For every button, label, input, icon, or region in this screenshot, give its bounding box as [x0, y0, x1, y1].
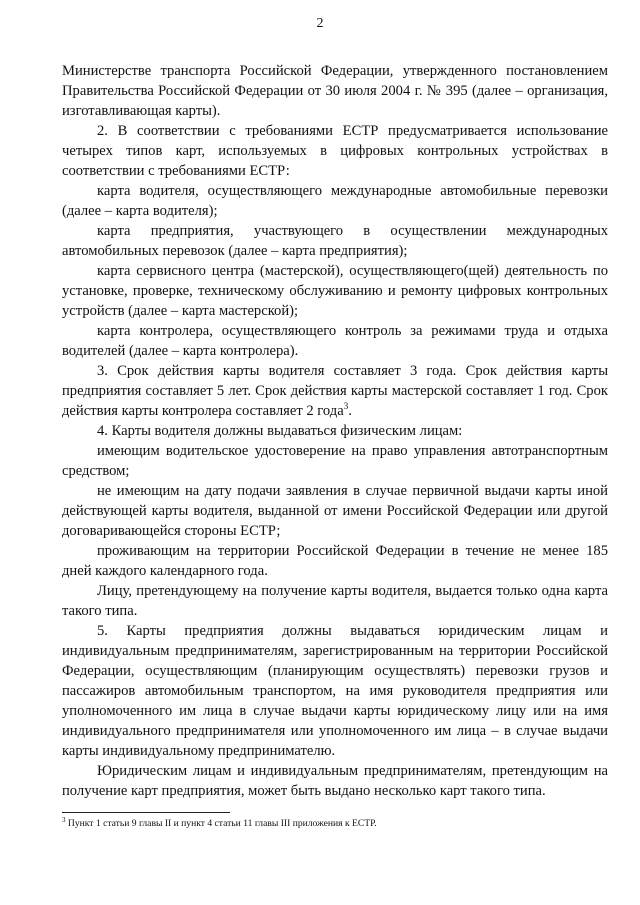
paragraph: не имеющим на дату подачи заявления в случае первичной выдачи карты иной действующей карты водителя, выданной от имени Российской Федерации или другой договаривающейся стороны ЕСТР;	[62, 483, 608, 539]
paragraph: Министерстве транспорта Российской Федерации, утвержденного постановлением Правительства Российской Федерации от 30 июля 2004 г. № 395 (далее – организация, изготавливающая карты).	[62, 63, 608, 119]
paragraph: карта водителя, осуществляющего международные автомобильные перевозки (далее – карта водителя);	[62, 183, 608, 219]
paragraph: карта сервисного центра (мастерской), осуществляющего(щей) деятельность по установке, проверке, техническому обслуживанию и ремонту цифровых контрольных устройств (далее – карта мастерской);	[62, 263, 608, 319]
footnote-marker: 3	[62, 815, 66, 824]
footnote-text: Пункт 1 статьи 9 главы II и пункт 4 статьи 11 главы III приложения к ЕСТР.	[65, 818, 377, 829]
paragraph: имеющим водительское удостоверение на право управления автотранспортным средством;	[62, 443, 608, 479]
footnote-reference[interactable]: 3	[343, 401, 349, 412]
paragraph: карта контролера, осуществляющего контроль за режимами труда и отдыха водителей (далее – карта контролера).	[62, 323, 608, 359]
paragraph: 3. Срок действия карты водителя составляет 3 года. Срок действия карты предприятия составляет 5 лет. Срок действия карты мастерской составляет 1 год. Срок действия карты контролера составляет 2 года$^3$.	[62, 363, 608, 419]
paragraph: Юридическим лицам и индивидуальным предпринимателям, претендующим на получение карт предприятия, может быть выдано несколько карт такого типа.	[62, 763, 608, 799]
paragraph: карта предприятия, участвующего в осуществлении международных автомобильных перевозок (далее – карта предприятия);	[62, 223, 608, 259]
footnote-divider	[62, 812, 230, 813]
paragraph: 5. Карты предприятия должны выдаваться юридическим лицам и индивидуальным предпринимателям, зарегистрированным на территории Российской Федерации, осуществляющим (планирующим осуществлять) перевозки грузов и пассажиров автомобильным транспортом, на имя руководителя предприятия или уполномоченного им лица в случае выдачи карты юридическому лицу или на имя индивидуального предпринимателя или уполномоченного им лица – в случае выдачи карты индивидуальному предпринимателю.	[62, 623, 608, 759]
page-number: 2	[316, 16, 324, 31]
footnote	[62, 815, 608, 830]
paragraph: 2. В соответствии с требованиями ЕСТР предусматривается использование четырех типов карт, используемых в цифровых контрольных устройствах в соответствии с требованиями ЕСТР:	[62, 123, 608, 179]
paragraph: 4. Карты водителя должны выдаваться физическим лицам:	[97, 423, 463, 439]
paragraph: проживающим на территории Российской Федерации в течение не менее 185 дней каждого календарного года.	[62, 543, 608, 579]
paragraph: Лицу, претендующему на получение карты водителя, выдается только одна карта такого типа.	[62, 583, 608, 619]
document-body	[62, 61, 608, 801]
